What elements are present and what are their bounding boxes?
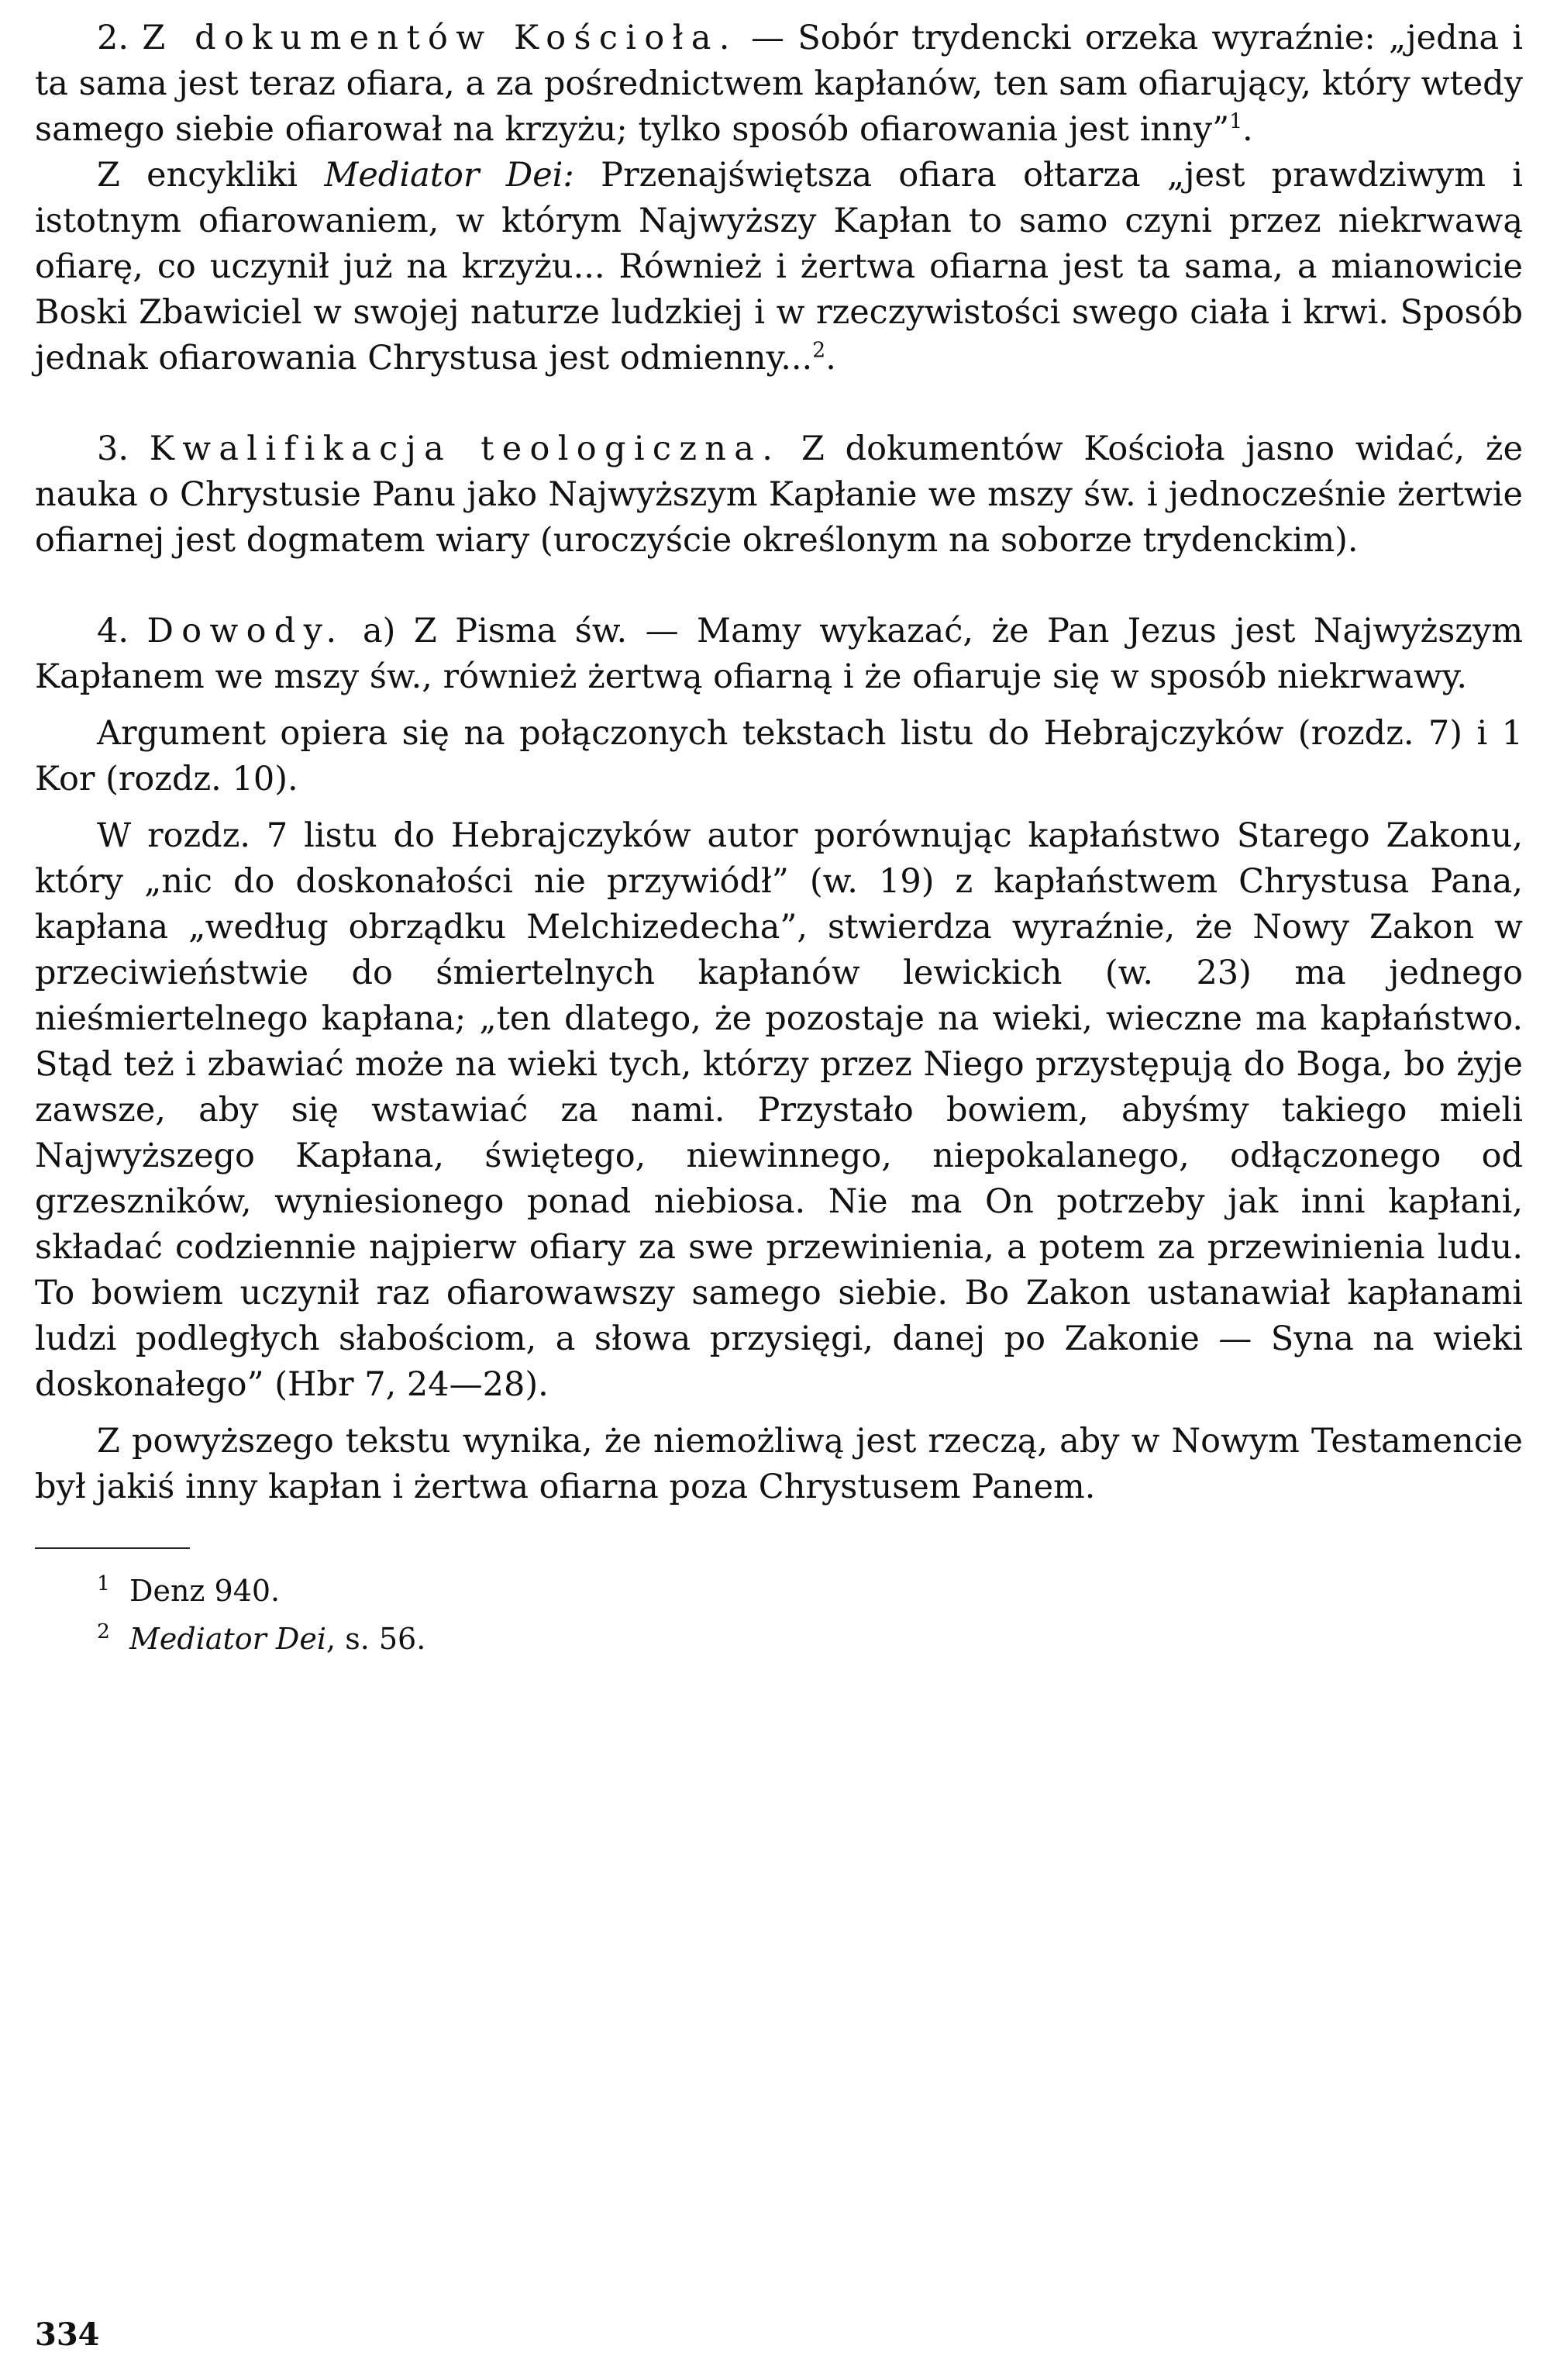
- footnote-2: 2 Mediator Dei, s. 56.: [97, 1619, 426, 1656]
- paragraph-mediator-dei: Z encykliki Mediator Dei: Przenajświętsza ofiara ołtarza „jest prawdziwym i istotnym ofiarowaniem, w którym Najwyższy Kapłan to samo czyni przez niekrwawą ofiarę, co uczynił już na krzyżu... Również i żertwa ofiarna jest ta sama, a mianowicie Boski Zbawiciel w swojej naturze ludzkiej i w rzeczywistości swego ciała i krwi. Sposób jednak ofiarowania Chrystusa jest odmienny...$^2$.: [35, 156, 1523, 378]
- paragraph-text: — Sobór trydencki orzeka wyraźnie: „jedna i ta sama jest teraz ofiara, a za pośrednictwem kapłanów, ten sam ofiarujący, który wtedy samego siebie ofiarował na krzyżu; tylko sposób ofiarowania jest inny”: [35, 19, 1523, 149]
- paragraph-council-of-trent: 2. Z dokumentów Kościoła. — Sobór trydencki orzeka wyraźnie: „jedna i ta sama jest teraz ofiara, a za pośrednictwem kapłanów, ten sam ofiarujący, który wtedy samego siebie ofiarował na krzyżu; tylko sposób ofiarowania jest inny”$^1$.: [35, 19, 1523, 149]
- section-heading: Z dokumentów Kościoła.: [142, 19, 738, 57]
- section-number: 4.: [97, 612, 129, 650]
- paragraph-hebrews-7: W rozdz. 7 listu do Hebrajczyków autor porównując kapłaństwo Starego Zakonu, który „nic do doskonałości nie przywiódł” (w. 19) z kapłaństwem Chrystusa Pana, kapłana „według obrządku Melchizedecha”, stwierdza wyraźnie, że Nowy Zakon w przeciwieństwie do śmiertelnych kapłanów lewickich (w. 23) ma jednego nieśmiertelnego kapłana; „ten dlatego, że pozostaje na wieki, wieczne ma kapłaństwo. Stąd też i zbawiać może na wieki tych, którzy przez Niego przystępują do Boga, bo żyje zawsze, aby się wstawiać za nami. Przystało bowiem, abyśmy takiego mieli Najwyższego Kapłana, świętego, niewinnego, niepokalanego, odłączonego od grzeszników, wyniesionego ponad niebiosa. Nie ma On potrzeby jak inni kapłani, składać codziennie najpierw ofiary za swe przewinienia, a potem za przewinienia ludu. To bowiem uczynił raz ofiarowawszy samego siebie. Bo Zakon ustanawiał kapłanami ludzi podległych słabościom, a słowa przysięgi, danej po Zakonie — Syna na wieki doskonałego” (Hbr 7, 24—28).: [35, 816, 1523, 1404]
- footnote-title: Mediator Dei: [129, 1622, 327, 1656]
- section-heading: Dowody.: [146, 612, 345, 650]
- footnote-1: 1 Denz 940.: [97, 1571, 281, 1608]
- footnote-reference: 2: [812, 338, 826, 363]
- section-number: 2.: [97, 19, 129, 57]
- paragraph-theological-qualification: [35, 426, 1523, 564]
- footnote-text: Denz 940.: [129, 1574, 281, 1608]
- footnote-text: , s. 56.: [326, 1622, 426, 1656]
- section-number: 3.: [97, 429, 129, 468]
- paragraph-text: Przenajświętsza ofiara ołtarza „jest prawdziwym i istotnym ofiarowaniem, w którym Najwyższy Kapłan to samo czyni przez niekrwawą ofiarę, co uczynił już na krzyżu... Również i żertwa ofiarna jest ta sama, a mianowicie Boski Zbawiciel w swojej naturze ludzkiej i w rzeczywistości swego ciała i krwi. Sposób jednak ofiarowania Chrystusa jest odmienny...: [35, 156, 1523, 378]
- paragraph-text: a) Z Pisma św. — Mamy wykazać, że Pan Jezus jest Najwyższym Kapłanem we mszy św., również żertwą ofiarną i że ofiaruje się w sposób niekrwawy.: [35, 612, 1523, 696]
- book-page: [35, 16, 1523, 2364]
- page-number: 334: [35, 2316, 100, 2353]
- paragraph-proofs: [35, 609, 1523, 700]
- footnote-divider: [35, 1547, 190, 1549]
- paragraph-conclusion: Z powyższego tekstu wynika, że niemożliwą jest rzeczą, aby w Nowym Testamencie był jakiś inny kapłan i żertwa ofiarna poza Chrystusem Panem.: [35, 1422, 1523, 1506]
- encyclical-title: Mediator Dei:: [324, 156, 574, 195]
- section-heading: Kwalifikacja teologiczna.: [149, 429, 781, 468]
- footnote-reference: 1: [1229, 109, 1243, 134]
- paragraph-argument: Argument opiera się na połączonych tekstach listu do Hebrajczyków (rozdz. 7) i 1 Kor (rozdz. 10).: [35, 714, 1523, 799]
- paragraph-text: Z dokumentów Kościoła jasno widać, że nauka o Chrystusie Panu jako Najwyższym Kapłanie we mszy św. i jednocześnie żertwie ofiarnej jest dogmatem wiary (uroczyście określonym na soborze trydenckim).: [35, 429, 1524, 560]
